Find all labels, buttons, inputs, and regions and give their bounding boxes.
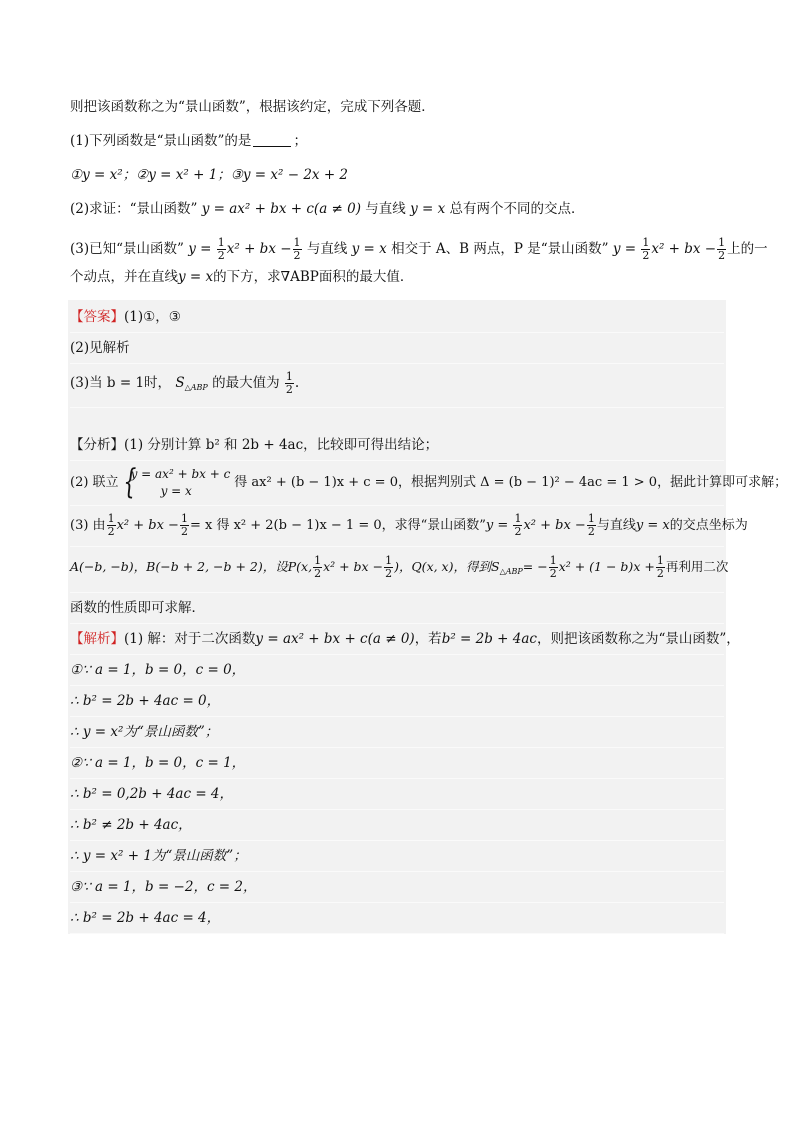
question-2 [70,198,724,220]
q3-text-d: 上的一 [727,241,768,257]
answer-2: (2)见解析 [70,333,724,364]
analysis-1: 【分析】(1) 分别计算 b² 和 2b + 4ac，比较即可得出结论； [70,430,724,461]
solution-line: ∴ b² ≠ 2b + 4ac， [70,810,724,841]
solution-line: ∴ y = x² + 1为“景山函数”； [70,841,724,872]
document-page [70,96,788,934]
q2-text-b: 与直线 [365,201,406,217]
q3-text-c: 相交于 A、B 两点，P 是“景山函数” [391,241,609,257]
q1-label: (1)下列函数是“景山函数”的是 [70,133,252,149]
equation-system: { y = ax² + bx + c y = x [123,466,231,500]
answer-3: (3)当 b = 1时， $S_{\triangle ABP}$ 的最大值为 $\frac{1}{2}$ . [70,364,724,408]
q1-end: ； [293,133,307,149]
solution-line: ∴ y = x²为“景山函数”； [70,717,724,748]
analysis-2: (2) 联立 { y = ax² + bx + c y = x 得 ax² + (b − 1)x + c = 0，根据判别式 Δ = (b − 1)² − 4ac = 1 > 0，据此计算即可求解； [70,461,724,506]
q2-line: y = x [410,201,446,217]
answer-tag: 【答案】 [70,309,124,325]
q3-frac-1: $\frac{1}{2}$ [217,236,225,262]
analysis-tag: 【分析】 [70,437,124,453]
solution-tag: 【解析】 [70,631,124,647]
q3-frac-2: $\frac{1}{2}$ [293,236,301,262]
solution-line: ∴ b² = 2b + 4ac = 4， [70,903,724,934]
answer-section [68,300,788,934]
solution-line: ∴ b² = 2b + 4ac = 0， [70,686,724,717]
q1-options: ①y = x²；②y = x² + 1；③y = x² − 2x + 2 [70,167,349,183]
analysis-3: (3) 由 $\frac{1}{2}$ x² + bx − $\frac{1}{2}$ = x 得 x² + 2(b − 1)x − 1 = 0，求得“景山函数”y = $\frac{1}{2}$ x² + bx − $\frac{1}{2}$ 与直线y = x的交点坐标为 [70,506,724,547]
solution-line: ∴ b² = 0,2b + 4ac = 4， [70,779,724,810]
intro-text: 则把该函数称之为“景山函数”，根据该约定，完成下列各题． [70,99,435,115]
q3-text-a: (3)已知“景山函数” [70,241,184,257]
answer-1: 【答案】(1)①，③ [70,302,724,333]
q3-row-2: 个动点，并在直线y = x的下方，求∇ABP面积的最大值． [70,269,414,285]
question-1 [70,130,724,152]
solution-1: 【解析】(1) 解：对于二次函数y = ax² + bx + c(a ≠ 0)，若b² = 2b + 4ac，则把该函数称之为“景山函数”， [70,624,724,655]
answer-3-frac: $\frac{1}{2}$ [285,370,293,396]
analysis-3-row-3: 函数的性质即可求解． [70,593,724,624]
q2-text-a: (2)求证：“景山函数” [70,201,198,217]
q3-f1: y = [188,241,216,257]
solution-line: ③∵ a = 1，b = −2，c = 2， [70,872,724,903]
question-3: (3)已知“景山函数” y = $\frac{1}{2}$ x² + bx − $\frac{1}{2}$ 与直线 y = x 相交于 A、B 两点，P 是“景山函数” y = $\frac{1}{2}$ x² + bx − $\frac{1}{2}$ 上的一 [70,236,768,262]
q3-line: y = x [351,241,387,257]
answer-blank [253,132,291,147]
analysis-3-row-2: A(−b, −b)，B(−b + 2, −b + 2)，设P(x, $\frac{1}{2}$ x² + bx − $\frac{1}{2}$ )，Q(x, x)，得到$S_{\triangle ABP}=$ − $\frac{1}{2}$ x² + (1 − b)x + $\frac{1}{2}$ 再利用二次 [70,547,724,593]
q3-text-b: 与直线 [306,241,348,257]
q2-function: y = ax² + bx + c(a ≠ 0) [201,201,361,217]
q2-text-c: 总有两个不同的交点． [449,201,585,217]
q3-f2: x² + bx − [226,241,292,257]
solution-line: ①∵ a = 1，b = 0，c = 0， [70,655,724,686]
solution-line: ②∵ a = 1，b = 0，c = 1， [70,748,724,779]
